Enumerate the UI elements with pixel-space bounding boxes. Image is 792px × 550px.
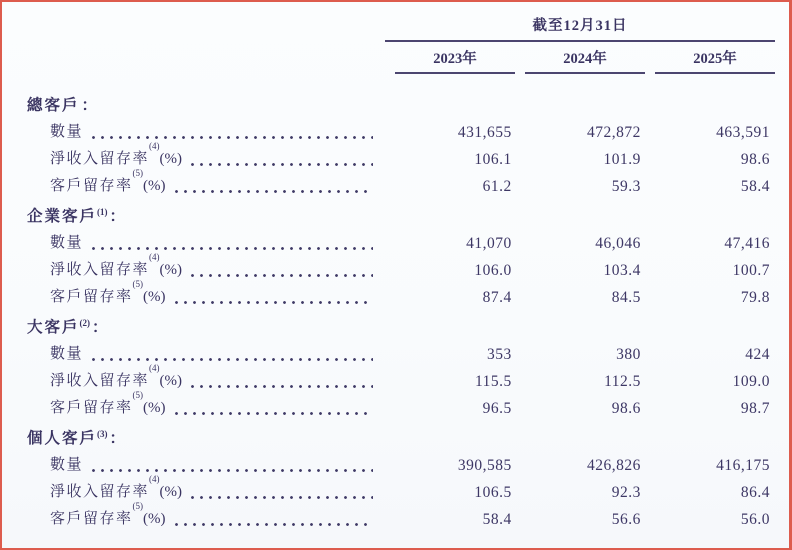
metric-value-2025: 58.4 [740,178,771,195]
metric-value-2025: 79.8 [740,289,771,306]
dot-leader [191,274,373,277]
year-column-2023 [385,42,515,78]
metric-label: 客戶留存率 [50,400,133,416]
section-footnote: (2) [79,317,91,328]
metric-label: 淨收入留存率 [50,262,150,278]
metric-unit: (%) [159,484,183,500]
metric-footnote: (4) [149,252,160,262]
metric-value-2023: 390,585 [457,457,512,474]
section-title-text: 企業客戶 [27,208,98,225]
metric-value-2024: 112.5 [604,373,641,390]
dot-leader [92,247,373,250]
metric-value-2025: 424 [745,346,771,363]
dot-leader [175,412,373,415]
metric-label: 淨收入留存率 [50,151,150,167]
metric-value-2023: 96.5 [482,400,512,417]
metric-value-2024: 98.6 [611,400,641,417]
dot-leader [191,496,373,499]
metric-label-cell [27,119,383,146]
metric-value-2023: 353 [487,346,512,363]
metric-value-2023: 106.0 [474,262,512,279]
metric-value-2023: 41,070 [466,235,512,252]
section-colon: ： [109,430,126,447]
metric-label: 數量 [50,124,84,140]
metric-value-2024: 101.9 [603,151,641,168]
metric-value-2024: 426,826 [587,457,641,474]
metric-value-2024: 84.5 [611,289,641,306]
metric-unit: (%) [159,151,183,167]
section-footnote: (3) [97,428,108,439]
table-body [27,92,770,533]
section-colon: ： [109,208,126,225]
metric-value-2025: 463,591 [716,124,771,141]
metric-value-2025: 47,416 [724,235,771,252]
metric-label-cell [27,474,383,506]
metric-value-2025: 109.0 [732,373,771,390]
section-title-text: 總客戶 [27,97,80,114]
metric-value-2025: 416,175 [716,457,771,474]
metric-label: 客戶留存率 [50,289,133,305]
metric-row [27,279,771,311]
dot-leader [92,469,373,472]
dot-leader [191,385,373,388]
dot-leader [92,358,373,361]
section-title-text: 個人客戶 [27,430,98,447]
metric-value-2023: 431,655 [457,124,512,141]
metric-label-cell [27,363,383,395]
metric-value-2025: 56.0 [740,511,771,528]
metric-value-2023: 115.5 [474,373,512,390]
metric-label: 數量 [50,346,84,362]
metric-label-cell [27,279,383,311]
metric-label-cell [27,452,383,479]
metric-row [27,168,771,200]
dot-leader [92,136,373,139]
section-title [27,92,770,119]
metric-label-cell [27,252,383,284]
metric-row [27,452,770,479]
metric-row [27,230,770,257]
metric-value-2024: 59.3 [611,178,641,195]
metric-value-2023: 106.1 [474,151,512,168]
metric-label: 數量 [50,235,84,251]
metric-value-2024: 380 [616,346,641,363]
metric-label-cell [27,501,383,533]
metric-value-2025: 86.4 [740,484,771,501]
metric-unit: (%) [143,178,166,194]
metric-unit: (%) [143,289,166,305]
table-header [385,14,775,78]
year-column-2025 [645,42,775,78]
metric-unit: (%) [143,511,166,527]
metric-unit: (%) [143,400,166,416]
metric-label-cell [27,141,383,173]
section-title [27,425,770,452]
metric-label: 淨收入留存率 [50,373,150,389]
metric-footnote: (5) [132,279,144,289]
year-header-row [385,42,775,78]
year-column-2024 [515,42,645,78]
metric-label: 淨收入留存率 [50,484,150,500]
metric-row [27,341,770,368]
metric-footnote: (4) [149,363,160,373]
table-header-date-note: 截至12月31日 [385,14,775,42]
metric-value-2023: 61.2 [482,178,512,195]
metric-footnote: (4) [149,474,160,484]
metric-value-2023: 58.4 [482,511,512,528]
metric-value-2025: 100.7 [732,262,771,279]
metric-label-cell [27,230,383,257]
section-title-text: 大客戶 [27,319,80,336]
section-colon: ： [92,319,108,336]
metric-value-2023: 87.4 [482,289,512,306]
section-title [27,203,770,230]
metric-footnote: (5) [132,168,144,178]
metric-footnote: (4) [149,141,160,151]
section-footnote: (1) [97,206,108,217]
metric-value-2024: 103.4 [603,262,641,279]
metric-value-2024: 92.3 [611,484,641,501]
section-title [27,314,770,341]
dot-leader [175,523,373,526]
metric-unit: (%) [159,262,183,278]
metric-row [27,390,771,422]
metric-footnote: (5) [132,501,144,511]
metric-row [27,119,770,146]
metric-label: 數量 [50,457,84,473]
metric-value-2023: 106.5 [474,484,512,501]
metric-unit: (%) [159,373,183,389]
metric-label: 客戶留存率 [50,178,133,194]
metric-label-cell [27,168,383,200]
dot-leader [175,190,373,193]
metric-label-cell [27,341,383,368]
metric-row [27,501,771,533]
metric-value-2025: 98.6 [740,151,771,168]
metric-value-2024: 472,872 [587,124,641,141]
dot-leader [175,301,373,304]
section-colon: ： [81,97,98,114]
metric-value-2024: 46,046 [595,235,641,252]
year-label: 2025年 [655,47,775,74]
metric-value-2024: 56.6 [611,511,641,528]
year-label: 2024年 [525,47,645,74]
metric-label: 客戶留存率 [50,511,133,527]
metric-label-cell [27,390,383,422]
year-label: 2023年 [395,47,515,74]
metric-footnote: (5) [132,390,144,400]
metric-value-2025: 98.7 [740,400,771,417]
dot-leader [191,163,373,166]
